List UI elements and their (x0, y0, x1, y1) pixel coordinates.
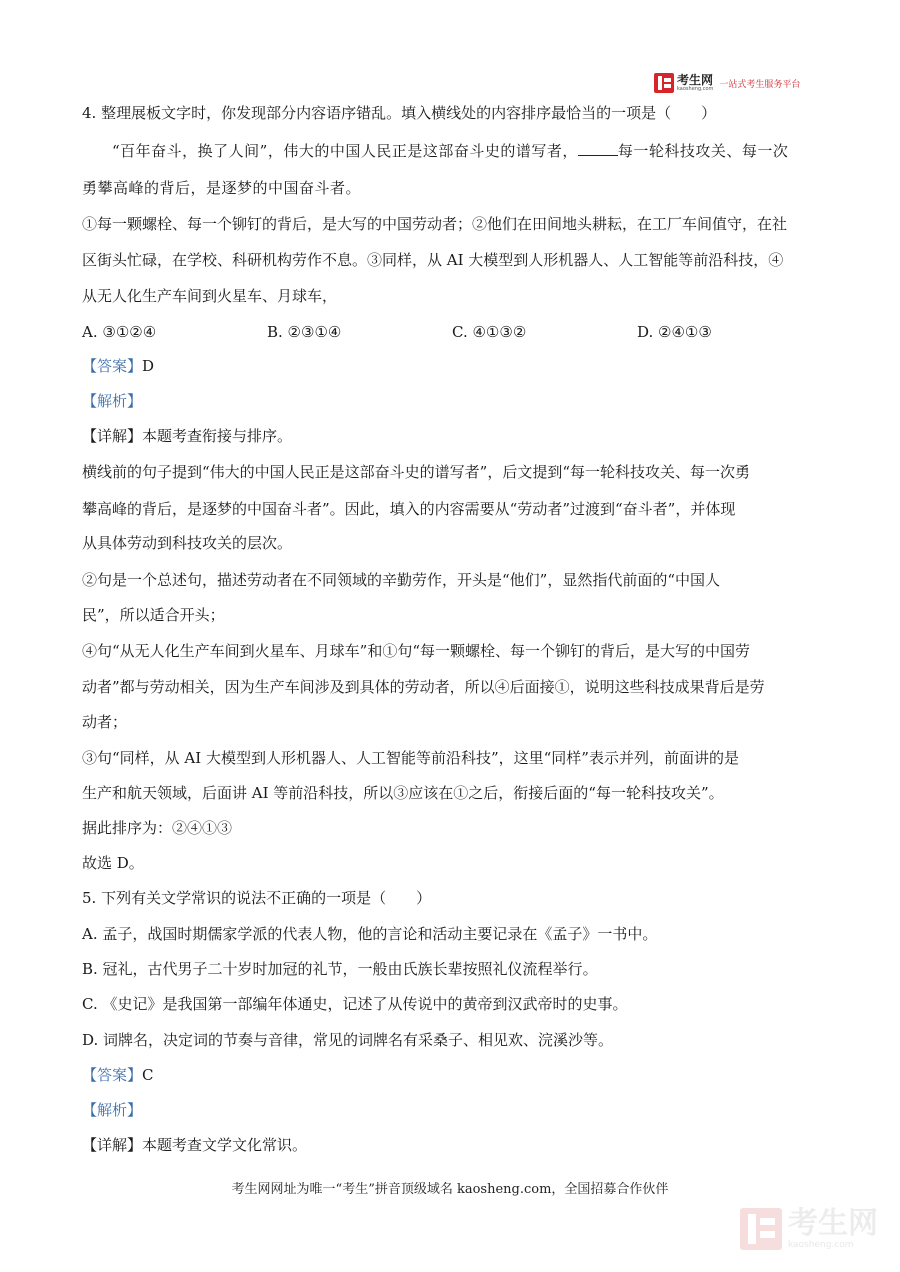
q4-explain-line: 生产和航天领域，后面讲 AI 等前沿科技，所以③应该在①之后，衔接后面的“每一轮科技攻关”。 (82, 784, 724, 802)
logo-domain: kaosheng.com (677, 86, 714, 92)
q4-items-line-1: ①每一颗螺栓、每一个铆钉的背后，是大写的中国劳动者；②他们在田间地头耕耘，在工厂车间值守，在社 (82, 215, 788, 233)
q4-passage-line-2: 勇攀高峰的背后，是逐梦的中国奋斗者。 (82, 179, 362, 197)
q4-explain-line: 民”，所以适合开头； (82, 606, 225, 624)
q5-option-c: C. 《史记》是我国第一部编年体通史，记述了从传说中的黄帝到汉武帝时的史事。 (82, 995, 628, 1013)
logo-slogan: 一站式考生服务平台 (719, 79, 801, 90)
q4-explain-line: ④句“从无人化生产车间到火星车、月球车”和①句“每一颗螺栓、每一个铆钉的背后，是大写的中国劳 (82, 642, 751, 660)
q4-explain-line: 据此排序为：②④①③ (82, 819, 233, 837)
watermark-url: kaosheng.com (788, 1240, 854, 1250)
q5-option-a: A. 孟子，战国时期儒家学派的代表人物，他的言论和活动主要记录在《孟子》一书中。 (82, 925, 658, 943)
q4-options (82, 322, 822, 342)
q4-option-b: B. ②③①④ (267, 323, 342, 341)
q4-explain-line: 动者”都与劳动相关，因为生产车间涉及到具体的劳动者，所以④后面接①，说明这些科技成果背后是劳 (82, 678, 765, 696)
q4-detail: 【详解】本题考查衔接与排序。 (82, 427, 293, 445)
q4-items-line-2: 区街头忙碌，在学校、科研机构劳作不息。③同样，从 AI 大模型到人形机器人、人工智能等前沿科技，④ (82, 251, 784, 269)
q5-option-b: B. 冠礼，古代男子二十岁时加冠的礼节，一般由氏族长辈按照礼仪流程举行。 (82, 960, 598, 978)
kaosheng-logo-icon (654, 73, 674, 93)
q4-explain-line: ③句“同样，从 AI 大模型到人形机器人、人工智能等前沿科技”，这里“同样”表示并列，前面讲的是 (82, 749, 739, 767)
q4-explain-line: 横线前的句子提到“伟大的中国人民正是这部奋斗史的谱写者”，后文提到“每一轮科技攻关、每一次勇 (82, 463, 751, 481)
q4-stem: 4. 整理展板文字时，你发现部分内容语序错乱。填入横线处的内容排序最恰当的一项是（ ） (82, 104, 717, 122)
q4-explain-line: 故选 D。 (82, 854, 144, 872)
q4-explain-line: 攀高峰的背后，是逐梦的中国奋斗者”。因此，填入的内容需要从“劳动者”过渡到“奋斗者”，并体现 (82, 500, 736, 518)
q4-explain-line: 从具体劳动到科技攻关的层次。 (82, 534, 293, 552)
q5-analysis-tag: 【解析】 (82, 1101, 143, 1119)
fill-blank (578, 141, 618, 156)
q4-option-a: A. ③①②④ (82, 323, 157, 341)
page-footer: 考生网网址为唯一“考生”拼音顶级域名 kaosheng.com，全国招募合作伙伴 (231, 1182, 669, 1197)
q4-explain-line: 动者； (82, 713, 128, 731)
q5-answer: 【答案】C (82, 1066, 154, 1084)
header-logo (654, 72, 824, 94)
q4-answer: 【答案】D (82, 357, 155, 375)
q5-stem: 5. 下列有关文学常识的说法不正确的一项是（ ） (82, 889, 432, 907)
q4-analysis-tag: 【解析】 (82, 392, 143, 410)
watermark-logo-icon (740, 1208, 782, 1250)
q4-option-d: D. ②④①③ (637, 323, 712, 341)
watermark (740, 1208, 878, 1250)
q4-option-c: C. ④①③② (452, 323, 527, 341)
q4-explain-line: ②句是一个总述句，描述劳动者在不同领域的辛勤劳作，开头是“他们”，显然指代前面的“中国人 (82, 571, 721, 589)
q4-items-line-3: 从无人化生产车间到火星车、月球车， (82, 287, 338, 305)
logo-name: 考生网 (677, 73, 714, 87)
q5-detail: 【详解】本题考查文学文化常识。 (82, 1136, 308, 1154)
q4-passage-line-1: “百年奋斗，换了人间”，伟大的中国人民正是这部奋斗史的谱写者， 每一轮科技攻关、每一次 (112, 142, 789, 160)
q5-option-d: D. 词牌名，决定词的节奏与音律，常见的词牌名有采桑子、相见欢、浣溪沙等。 (82, 1031, 614, 1049)
watermark-name: 考生网 (788, 1206, 878, 1241)
